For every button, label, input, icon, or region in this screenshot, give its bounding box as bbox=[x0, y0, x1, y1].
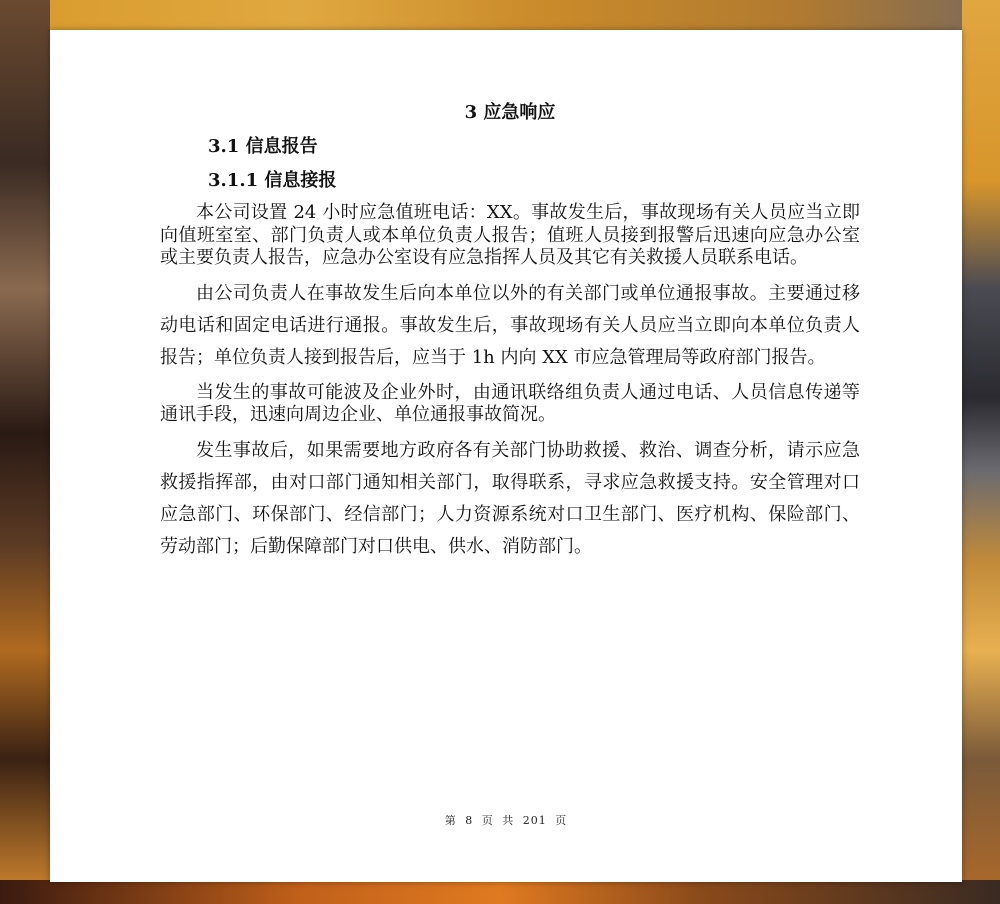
page-number-footer: 第 8 页 共 201 页 bbox=[444, 814, 568, 827]
section-title: 3 应急响应 bbox=[464, 102, 556, 123]
paragraph-government-assist: 发生事故后，如果需要地方政府各有关部门协助救援、救治、调查分析，请示应急救援指挥部，由对口部门通知相关部门，取得联系，寻求应急救援支持。安全管理对口应急部门、环保部门、经信部门；人力资源系统对口卫生部门、医疗机构、保险部门、劳动部门；后勤保障部门对口供电、供水、消防部门。 bbox=[160, 439, 860, 557]
paragraph-external-report: 由公司负责人在事故发生后向本单位以外的有关部门或单位通报事故。主要通过移动电话和固定电话进行通报。事故发生后，事故现场有关人员应当立即向本单位负责人报告；单位负责人接到报告后，应当于 1h 内向 XX 市应急管理局等政府部门报告。 bbox=[160, 282, 860, 368]
document-page bbox=[50, 30, 962, 882]
paragraph-hotline: 本公司设置 24 小时应急值班电话：XX。事故发生后，事故现场有关人员应当立即向值班室室、部门负责人或本单位负责人报告；值班人员接到报警后迅速向应急办公室或主要负责人报告，应急办公室设有应急指挥人员及其它有关救援人员联系电话。 bbox=[160, 202, 860, 268]
paragraph-neighbor-notice: 当发生的事故可能波及企业外时，由通讯联络组负责人通过电话、人员信息传递等通讯手段，迅速向周边企业、单位通报事故简况。 bbox=[160, 381, 860, 425]
subsection-title: 3.1 信息报告 bbox=[208, 136, 318, 157]
background-right-strip bbox=[962, 0, 1000, 904]
subsubsection-title: 3.1.1 信息接报 bbox=[208, 170, 337, 191]
background-left-strip bbox=[0, 0, 50, 904]
page-content bbox=[160, 100, 860, 571]
background-bottom-band bbox=[0, 880, 1000, 904]
